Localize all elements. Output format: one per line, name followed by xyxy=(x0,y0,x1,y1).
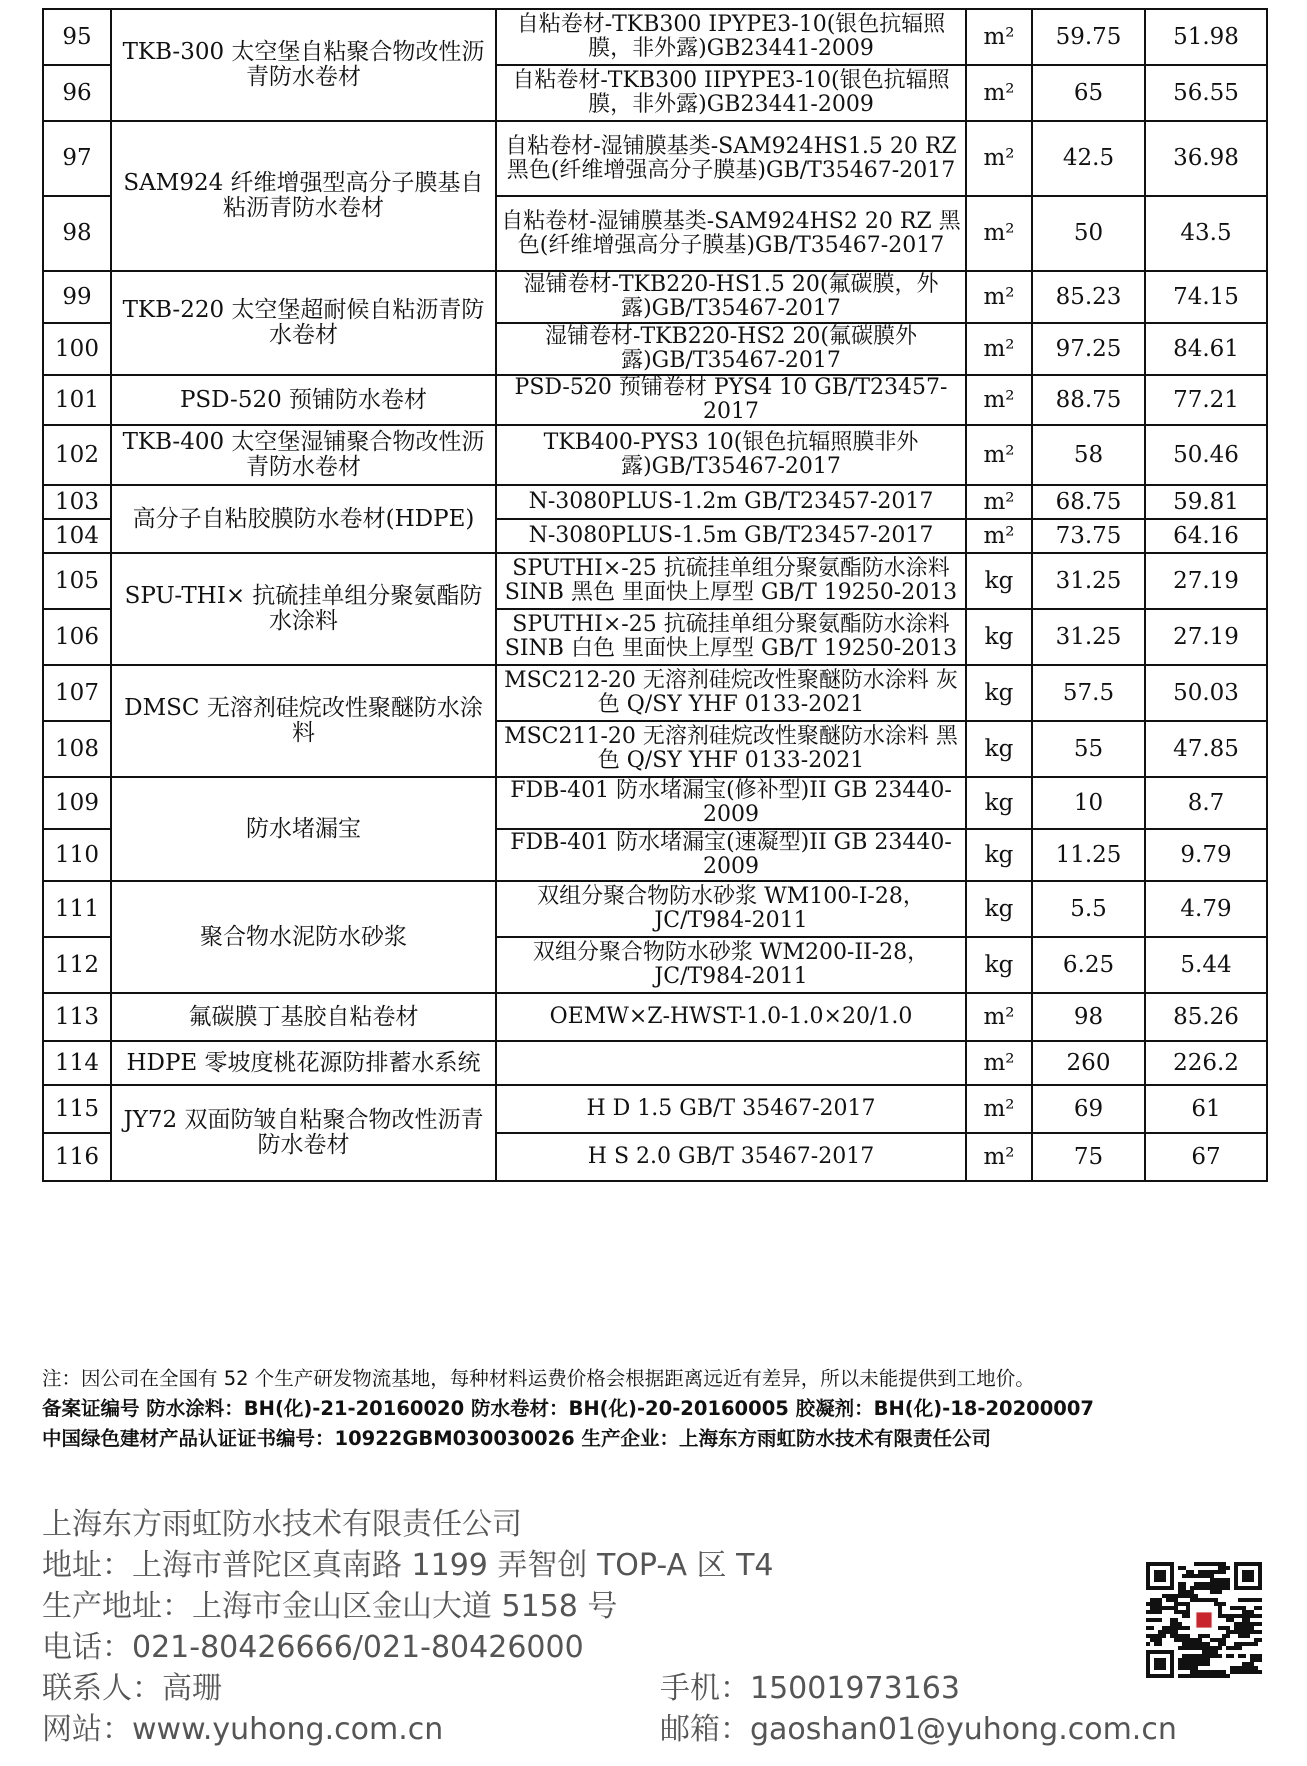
product-spec: N-3080PLUS-1.5m GB/T23457-2017 xyxy=(496,519,966,553)
table-row xyxy=(43,425,1267,485)
row-number: 101 xyxy=(43,375,111,425)
row-number: 112 xyxy=(43,937,111,993)
product-name: 聚合物水泥防水砂浆 xyxy=(111,881,496,993)
unit: m² xyxy=(966,9,1032,65)
unit: m² xyxy=(966,1085,1032,1133)
product-name: TKB-220 太空堡超耐候自粘沥青防水卷材 xyxy=(111,271,496,375)
product-spec: 双组分聚合物防水砂浆 WM200-II-28，JC/T984-2011 xyxy=(496,937,966,993)
row-number: 103 xyxy=(43,485,111,519)
row-number: 113 xyxy=(43,993,111,1041)
price-1: 42.5 xyxy=(1032,121,1145,196)
row-number: 114 xyxy=(43,1041,111,1085)
row-number: 98 xyxy=(43,196,111,271)
table-row xyxy=(43,881,1267,937)
product-spec: MSC211-20 无溶剂硅烷改性聚醚防水涂料 黑色 Q/SY YHF 0133-2021 xyxy=(496,721,966,777)
product-spec: TKB400-PYS3 10(银色抗辐照膜非外露)GB/T35467-2017 xyxy=(496,425,966,485)
row-number: 99 xyxy=(43,271,111,323)
unit: m² xyxy=(966,65,1032,121)
price-1: 85.23 xyxy=(1032,271,1145,323)
row-number: 104 xyxy=(43,519,111,553)
unit: m² xyxy=(966,196,1032,271)
filing-numbers: 备案证编号 防水涂料：BH(化)-21-20160020 防水卷材：BH(化)-20-20160005 胶凝剂：BH(化)-18-20200007 xyxy=(42,1397,1094,1420)
company-name: 上海东方雨虹防水技术有限责任公司 xyxy=(42,1507,522,1542)
notes-section xyxy=(42,1364,1272,1454)
product-spec: 自粘卷材-湿铺膜基类-SAM924HS2 20 RZ 黑色(纤维增强高分子膜基)GB/T35467-2017 xyxy=(496,196,966,271)
product-spec: 自粘卷材-湿铺膜基类-SAM924HS1.5 20 RZ 黑色(纤维增强高分子膜基)GB/T35467-2017 xyxy=(496,121,966,196)
product-name: DMSC 无溶剂硅烷改性聚醚防水涂料 xyxy=(111,665,496,777)
table-row xyxy=(43,553,1267,609)
price-1: 10 xyxy=(1032,777,1145,829)
unit: m² xyxy=(966,485,1032,519)
price-1: 59.75 xyxy=(1032,9,1145,65)
product-spec: MSC212-20 无溶剂硅烷改性聚醚防水涂料 灰色 Q/SY YHF 0133-2021 xyxy=(496,665,966,721)
price-2: 51.98 xyxy=(1145,9,1267,65)
qr-code-icon xyxy=(1146,1562,1262,1678)
row-number: 96 xyxy=(43,65,111,121)
product-spec: N-3080PLUS-1.2m GB/T23457-2017 xyxy=(496,485,966,519)
price-1: 65 xyxy=(1032,65,1145,121)
price-2: 67 xyxy=(1145,1133,1267,1181)
product-name: SAM924 纤维增强型高分子膜基自粘沥青防水卷材 xyxy=(111,121,496,271)
row-number: 97 xyxy=(43,121,111,196)
price-1: 97.25 xyxy=(1032,323,1145,375)
contact-section xyxy=(42,1504,1177,1750)
price-1: 68.75 xyxy=(1032,485,1145,519)
contact-person: 联系人：高珊 xyxy=(42,1671,222,1706)
product-name: HDPE 零坡度桃花源防排蓄水系统 xyxy=(111,1041,496,1085)
price-1: 5.5 xyxy=(1032,881,1145,937)
unit: kg xyxy=(966,937,1032,993)
product-name: 防水堵漏宝 xyxy=(111,777,496,881)
price-2: 36.98 xyxy=(1145,121,1267,196)
product-spec: OEMW×Z-HWST-1.0-1.0×20/1.0 xyxy=(496,993,966,1041)
price-2: 50.03 xyxy=(1145,665,1267,721)
row-number: 109 xyxy=(43,777,111,829)
price-1: 11.25 xyxy=(1032,829,1145,881)
unit: m² xyxy=(966,1133,1032,1181)
product-name: SPU-THI× 抗硫挂单组分聚氨酯防水涂料 xyxy=(111,553,496,665)
price-table-container xyxy=(42,8,1266,1182)
mobile: 手机：15001973163 xyxy=(660,1671,960,1706)
price-2: 74.15 xyxy=(1145,271,1267,323)
table-row xyxy=(43,1041,1267,1085)
address: 地址：上海市普陀区真南路 1199 弄智创 TOP-A 区 T4 xyxy=(42,1548,774,1583)
price-2: 61 xyxy=(1145,1085,1267,1133)
unit: kg xyxy=(966,881,1032,937)
unit: m² xyxy=(966,425,1032,485)
price-2: 84.61 xyxy=(1145,323,1267,375)
row-number: 95 xyxy=(43,9,111,65)
price-1: 31.25 xyxy=(1032,553,1145,609)
row-number: 100 xyxy=(43,323,111,375)
row-number: 108 xyxy=(43,721,111,777)
product-spec: H D 1.5 GB/T 35467-2017 xyxy=(496,1085,966,1133)
price-table xyxy=(42,8,1268,1182)
row-number: 102 xyxy=(43,425,111,485)
price-2: 8.7 xyxy=(1145,777,1267,829)
price-1: 98 xyxy=(1032,993,1145,1041)
price-1: 88.75 xyxy=(1032,375,1145,425)
table-row xyxy=(43,271,1267,323)
table-row xyxy=(43,121,1267,196)
product-spec: PSD-520 预铺卷材 PYS4 10 GB/T23457-2017 xyxy=(496,375,966,425)
price-2: 27.19 xyxy=(1145,609,1267,665)
price-2: 4.79 xyxy=(1145,881,1267,937)
unit: m² xyxy=(966,121,1032,196)
unit: kg xyxy=(966,553,1032,609)
row-number: 116 xyxy=(43,1133,111,1181)
price-1: 75 xyxy=(1032,1133,1145,1181)
table-row xyxy=(43,665,1267,721)
unit: m² xyxy=(966,519,1032,553)
row-number: 111 xyxy=(43,881,111,937)
unit: m² xyxy=(966,323,1032,375)
product-spec: 自粘卷材-TKB300 IPYPE3-10(银色抗辐照膜，非外露)GB23441-2009 xyxy=(496,9,966,65)
table-row xyxy=(43,1085,1267,1133)
price-1: 50 xyxy=(1032,196,1145,271)
website[interactable]: 网站：www.yuhong.com.cn xyxy=(42,1712,444,1747)
product-name: TKB-300 太空堡自粘聚合物改性沥青防水卷材 xyxy=(111,9,496,121)
price-2: 226.2 xyxy=(1145,1041,1267,1085)
price-2: 59.81 xyxy=(1145,485,1267,519)
product-spec: FDB-401 防水堵漏宝(速凝型)II GB 23440-2009 xyxy=(496,829,966,881)
price-2: 47.85 xyxy=(1145,721,1267,777)
product-name: PSD-520 预铺防水卷材 xyxy=(111,375,496,425)
product-spec: 湿铺卷材-TKB220-HS1.5 20(氟碳膜，外露)GB/T35467-2017 xyxy=(496,271,966,323)
product-spec: 自粘卷材-TKB300 IIPYPE3-10(银色抗辐照膜，非外露)GB23441-2009 xyxy=(496,65,966,121)
unit: m² xyxy=(966,375,1032,425)
green-certificate: 中国绿色建材产品认证证书编号：10922GBM030030026 生产企业：上海东方雨虹防水技术有限责任公司 xyxy=(42,1427,992,1450)
price-1: 58 xyxy=(1032,425,1145,485)
product-name: 氟碳膜丁基胶自粘卷材 xyxy=(111,993,496,1041)
product-spec: SPUTHI×-25 抗硫挂单组分聚氨酯防水涂料 SINB 黑色 里面快上厚型 GB/T 19250-2013 xyxy=(496,553,966,609)
price-2: 43.5 xyxy=(1145,196,1267,271)
price-1: 260 xyxy=(1032,1041,1145,1085)
row-number: 106 xyxy=(43,609,111,665)
product-spec: 双组分聚合物防水砂浆 WM100-I-28，JC/T984-2011 xyxy=(496,881,966,937)
price-1: 6.25 xyxy=(1032,937,1145,993)
row-number: 105 xyxy=(43,553,111,609)
unit: kg xyxy=(966,721,1032,777)
product-spec xyxy=(496,1041,966,1085)
table-row xyxy=(43,9,1267,65)
price-2: 64.16 xyxy=(1145,519,1267,553)
table-row xyxy=(43,485,1267,519)
factory-address: 生产地址：上海市金山区金山大道 5158 号 xyxy=(42,1589,618,1624)
price-2: 50.46 xyxy=(1145,425,1267,485)
price-2: 27.19 xyxy=(1145,553,1267,609)
table-row xyxy=(43,375,1267,425)
row-number: 110 xyxy=(43,829,111,881)
price-1: 57.5 xyxy=(1032,665,1145,721)
table-row xyxy=(43,777,1267,829)
unit: m² xyxy=(966,1041,1032,1085)
price-1: 73.75 xyxy=(1032,519,1145,553)
row-number: 115 xyxy=(43,1085,111,1133)
price-2: 9.79 xyxy=(1145,829,1267,881)
unit: kg xyxy=(966,777,1032,829)
unit: kg xyxy=(966,829,1032,881)
row-number: 107 xyxy=(43,665,111,721)
price-2: 85.26 xyxy=(1145,993,1267,1041)
unit: m² xyxy=(966,993,1032,1041)
product-spec: SPUTHI×-25 抗硫挂单组分聚氨酯防水涂料 SINB 白色 里面快上厚型 GB/T 19250-2013 xyxy=(496,609,966,665)
phone: 电话：021-80426666/021-80426000 xyxy=(42,1630,584,1665)
price-2: 77.21 xyxy=(1145,375,1267,425)
product-name: TKB-400 太空堡湿铺聚合物改性沥青防水卷材 xyxy=(111,425,496,485)
price-2: 5.44 xyxy=(1145,937,1267,993)
price-2: 56.55 xyxy=(1145,65,1267,121)
price-1: 55 xyxy=(1032,721,1145,777)
unit: kg xyxy=(966,609,1032,665)
product-spec: FDB-401 防水堵漏宝(修补型)II GB 23440-2009 xyxy=(496,777,966,829)
product-spec: 湿铺卷材-TKB220-HS2 20(氟碳膜外露)GB/T35467-2017 xyxy=(496,323,966,375)
email[interactable]: 邮箱：gaoshan01@yuhong.com.cn xyxy=(660,1712,1177,1747)
product-name: JY72 双面防皱自粘聚合物改性沥青防水卷材 xyxy=(111,1085,496,1181)
unit: m² xyxy=(966,271,1032,323)
price-1: 69 xyxy=(1032,1085,1145,1133)
product-spec: H S 2.0 GB/T 35467-2017 xyxy=(496,1133,966,1181)
product-name: 高分子自粘胶膜防水卷材(HDPE) xyxy=(111,485,496,553)
unit: kg xyxy=(966,665,1032,721)
table-row xyxy=(43,993,1267,1041)
price-1: 31.25 xyxy=(1032,609,1145,665)
freight-note: 注：因公司在全国有 52 个生产研发物流基地，每种材料运费价格会根据距离远近有差异，所以未能提供到工地价。 xyxy=(42,1367,1035,1390)
